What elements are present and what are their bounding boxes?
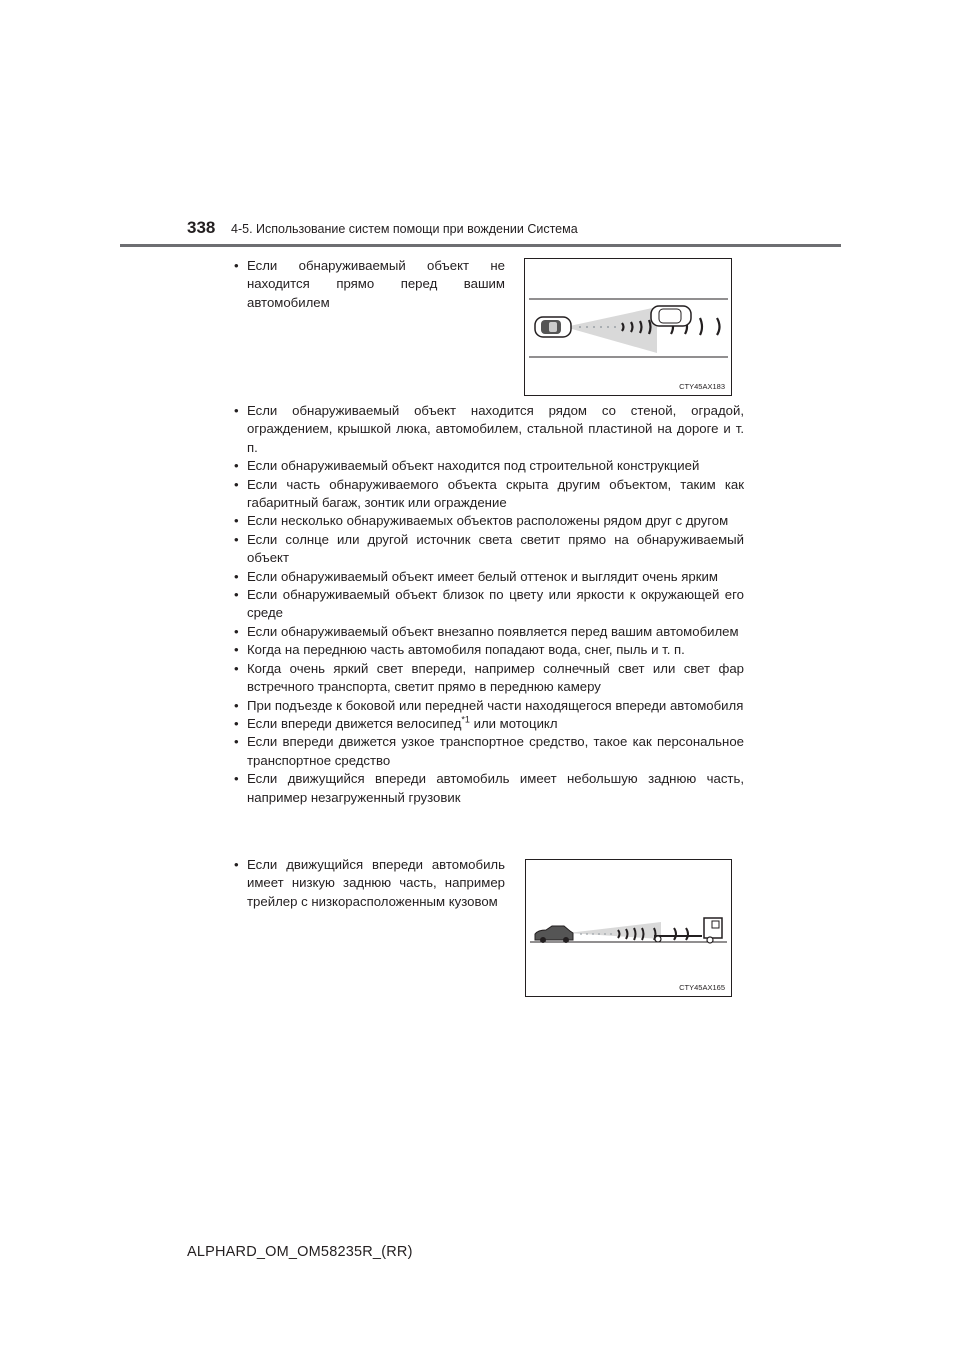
section-title: 4-5. Использование систем помощи при вождении Система: [231, 222, 578, 236]
condition-list: [234, 402, 744, 807]
bicycle-text: Если впереди движется велосипед: [247, 715, 462, 731]
list-item: • Если впереди движется узкое транспортное средство, такое как персональное транспортное средство: [234, 733, 744, 770]
figure-offset-object: [524, 258, 732, 396]
list-item: • Если обнаруживаемый объект имеет белый оттенок и выглядит очень ярким: [234, 568, 744, 586]
list-item: • Если обнаруживаемый объект внезапно появляется перед вашим автомобилем: [234, 623, 744, 641]
target-car-icon: [651, 306, 691, 326]
list-item: • Если обнаруживаемый объект находится рядом со стеной, оградой, ограждением, крышкой люка, автомобилем, стальной пластиной на дороге и т. п.: [234, 402, 744, 457]
list-item-bicycle: [234, 715, 744, 733]
list-item: • Если часть обнаруживаемого объекта скрыта другим объектом, таким как габаритный багаж, зонтик или ограждение: [234, 476, 744, 513]
list-item: • Если несколько обнаруживаемых объектов расположены рядом друг с другом: [234, 512, 744, 530]
list-item: • Когда очень яркий свет впереди, например солнечный свет или свет фар встречного транспорта, светит прямо в переднюю камеру: [234, 660, 744, 697]
figure-offset-object-drawing: [525, 259, 731, 395]
figure-code: CTY45AX183: [679, 382, 725, 391]
bullet-low-rear: • Если движущийся впереди автомобиль имеет низкую заднюю часть, например трейлер с низкорасположенным кузовом: [234, 856, 505, 911]
figure-code: CTY45AX165: [679, 983, 725, 992]
figure-low-trailer: [525, 859, 732, 997]
document-id: ALPHARD_OM_OM58235R_(RR): [187, 1244, 413, 1260]
list-item: • Если обнаруживаемый объект находится под строительной конструкцией: [234, 457, 744, 475]
own-car-icon: [535, 317, 571, 337]
bicycle-text-tail: или мотоцикл: [469, 715, 558, 731]
header-rule: [120, 244, 841, 247]
footnote-marker: *1: [461, 714, 470, 725]
own-car-side-icon: [535, 926, 573, 943]
list-item: • Если обнаруживаемый объект близок по цвету или яркости к окружающей его среде: [234, 586, 744, 623]
figure-low-trailer-drawing: [526, 860, 731, 996]
page-number: 338: [187, 218, 216, 237]
list-item: • Если движущийся впереди автомобиль имеет небольшую заднюю часть, например незагруженный грузовик: [234, 770, 744, 807]
list-item: • При подъезде к боковой или передней части находящегося впереди автомобиля: [234, 697, 744, 715]
list-item: • Если солнце или другой источник света светит прямо на обнаруживаемый объект: [234, 531, 744, 568]
list-item: • Когда на переднюю часть автомобиля попадают вода, снег, пыль и т. п.: [234, 641, 744, 659]
bullet-not-in-front: • Если обнаруживаемый объект не находится прямо перед вашим автомобилем: [234, 257, 505, 312]
